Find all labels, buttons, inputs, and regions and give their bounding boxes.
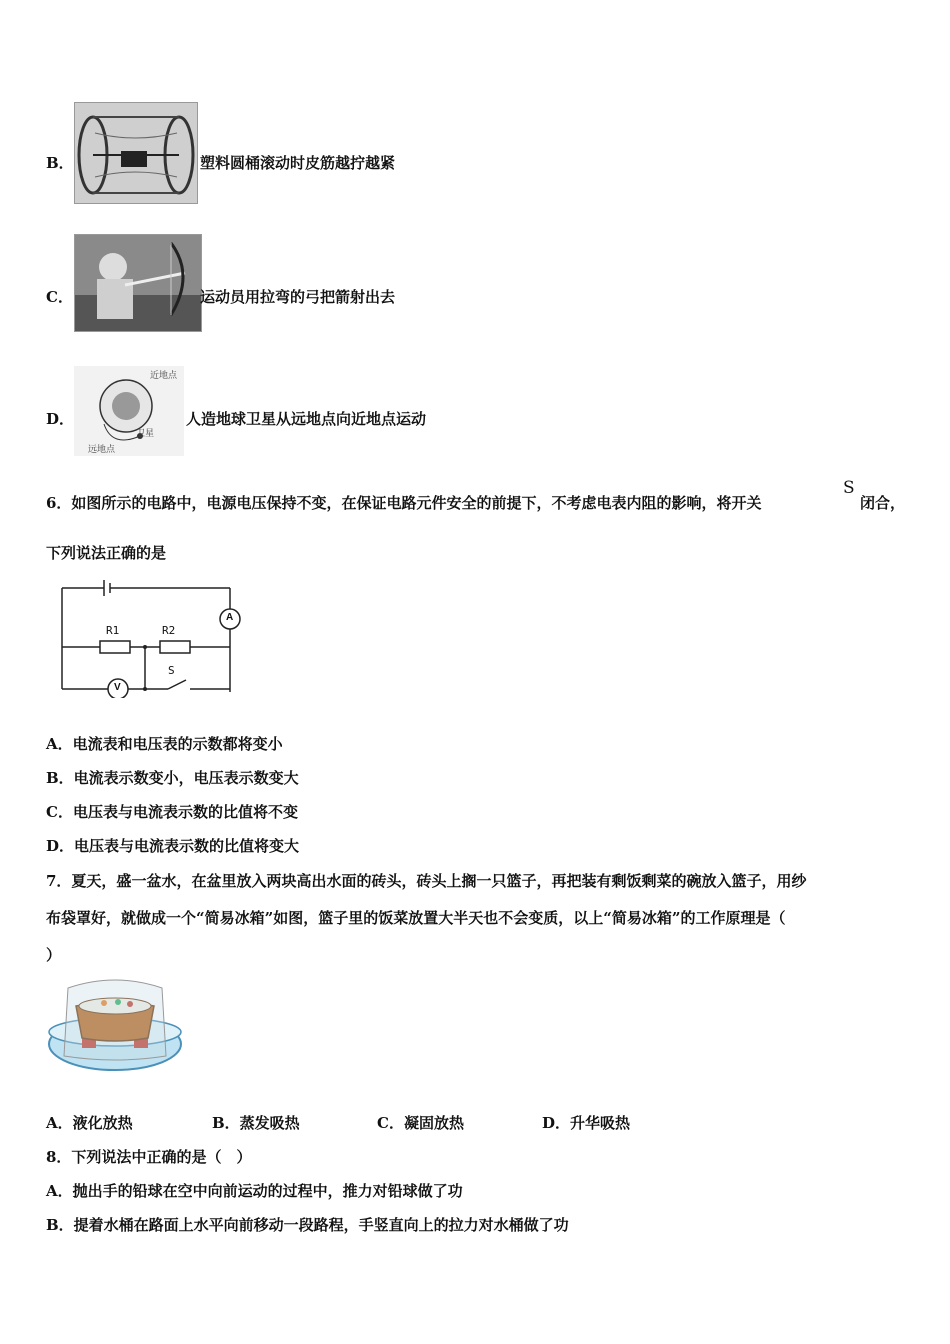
q7-option-c: C．凝固放热 <box>377 1114 464 1132</box>
q8-option-b: B．提着水桶在路面上水平向前移动一段路程，手竖直向上的拉力对水桶做了功 <box>46 1216 569 1234</box>
option-b-text: 塑料圆桶滚动时皮筋越拧越紧 <box>200 154 396 172</box>
circuit-diagram <box>58 578 248 698</box>
q6-option-c: C．电压表与电流表示数的比值将不变 <box>46 803 298 821</box>
satellite-orbit-figure <box>74 366 184 456</box>
q7-option-b: B．蒸发吸热 <box>212 1114 300 1132</box>
r2-label: R2 <box>162 624 176 637</box>
near-point-label: 近地点 <box>150 370 178 380</box>
option-letter-d: D． <box>46 410 75 428</box>
q7-stem-line1: 7．夏天，盛一盆水，在盆里放入两块高出水面的砖头，砖头上搁一只篮子，再把装有剩饭剩菜的碗放入篮子，用纱 <box>46 872 807 890</box>
switch-symbol: S <box>843 478 855 498</box>
q6-stem-closed: 闭合， <box>860 494 906 512</box>
option-letter-c: C． <box>46 288 73 306</box>
q6-option-d: D．电压表与电流表示数的比值将变大 <box>46 837 300 855</box>
satellite-label: 卫星 <box>136 428 155 438</box>
q6-stem-line1: 6．如图所示的电路中，电源电压保持不变，在保证电路元件安全的前提下，不考虑电表内阻的影响，将开关 <box>46 494 762 512</box>
q7-stem-line2: 布袋罩好，就做成一个“简易冰箱”如图，篮子里的饭菜放置大半天也不会变质，以上“简易冰箱”的工作原理是（ <box>46 909 786 927</box>
q7-option-a: A．液化放热 <box>46 1114 133 1132</box>
q7-option-d: D．升华吸热 <box>542 1114 631 1132</box>
archer-image <box>74 234 202 332</box>
q6-option-a: A．电流表和电压表的示数都将变小 <box>46 735 283 753</box>
switch-label: S <box>168 664 175 677</box>
option-letter-b: B． <box>46 154 74 172</box>
ammeter-label: A <box>226 612 234 623</box>
option-d-text: 人造地球卫星从远地点向近地点运动 <box>186 410 427 428</box>
simple-fridge-figure <box>46 976 184 1076</box>
q8-stem: 8．下列说法中正确的是（ ） <box>46 1148 252 1166</box>
far-point-label: 远地点 <box>88 444 116 454</box>
option-c-text: 运动员用拉弯的弓把箭射出去 <box>200 288 396 306</box>
rolling-barrel-image <box>74 102 198 204</box>
r1-label: R1 <box>106 624 120 637</box>
q8-option-a: A．抛出手的铅球在空中向前运动的过程中，推力对铅球做了功 <box>46 1182 463 1200</box>
voltmeter-label: V <box>114 682 121 693</box>
q6-option-b: B．电流表示数变小，电压表示数变大 <box>46 769 299 787</box>
q7-stem-line3: ） <box>46 946 62 964</box>
q6-stem-line2: 下列说法正确的是 <box>46 544 167 562</box>
